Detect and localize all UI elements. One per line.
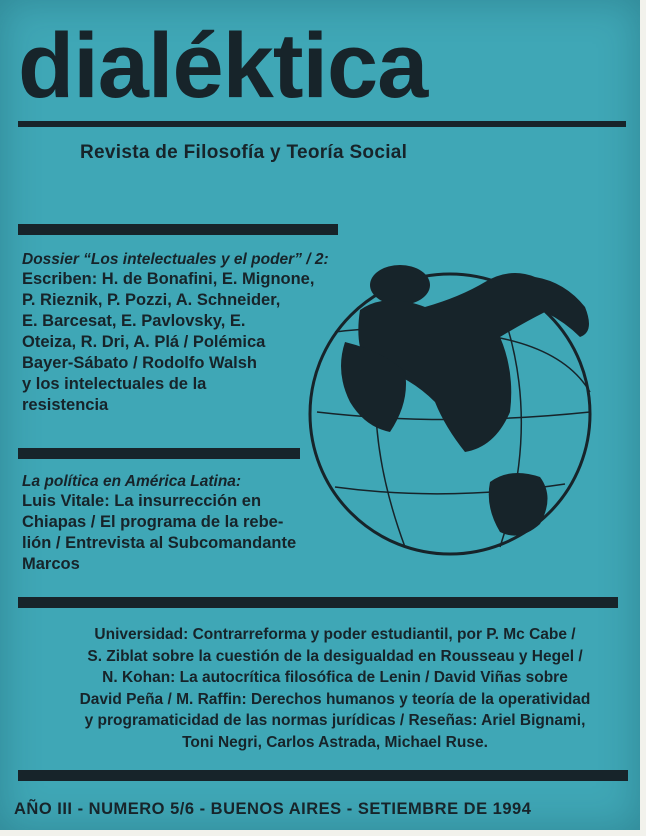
magazine-title: dialéktica xyxy=(18,15,428,117)
dossier-line: Bayer-Sábato / Rodolfo Walsh xyxy=(22,354,257,372)
latam-section xyxy=(22,473,342,575)
dossier-line: E. Barcesat, E. Pavlovsky, E. xyxy=(22,312,246,330)
footer-divider xyxy=(18,770,628,781)
universidad-line: Toni Negri, Carlos Astrada, Michael Ruse. xyxy=(182,733,488,751)
globe-figure-illustration xyxy=(295,262,605,562)
dossier-divider xyxy=(18,224,338,235)
universidad-line: N. Kohan: La autocrítica filosófica de Lenin / David Viñas sobre xyxy=(102,669,568,686)
dossier-heading: Dossier “Los intelectuales y el poder” / 2: xyxy=(22,251,329,268)
latam-line: lión / Entrevista al Subcomandante xyxy=(22,534,297,552)
universidad-line: y programaticidad de las normas jurídicas / Reseñas: Ariel Bignami, xyxy=(84,712,586,729)
dossier-line: Oteiza, R. Dri, A. Plá / Polémica xyxy=(22,333,266,351)
issue-info: AÑO III - NUMERO 5/6 - BUENOS AIRES - SETIEMBRE DE 1994 xyxy=(14,800,532,818)
dossier-line: Escriben: H. de Bonafini, E. Mignone, xyxy=(22,270,315,288)
universidad-section xyxy=(35,624,635,753)
universidad-line: S. Ziblat sobre la cuestión de la desigualdad en Rousseau y Hegel / xyxy=(87,647,583,665)
dossier-line: resistencia xyxy=(22,396,109,414)
magazine-subtitle: Revista de Filosofía y Teoría Social xyxy=(80,142,408,163)
latam-line: Luis Vitale: La insurrección en xyxy=(22,492,262,510)
universidad-line: Universidad: Contrarreforma y poder estudiantil, por P. Mc Cabe / xyxy=(94,626,576,643)
latam-line: Marcos xyxy=(22,555,80,573)
masthead-rule xyxy=(18,121,626,127)
latam-divider xyxy=(18,448,300,459)
dossier-line: y los intelectuales de la xyxy=(22,375,207,393)
latam-heading: La política en América Latina: xyxy=(22,473,242,490)
universidad-divider xyxy=(18,597,618,608)
latam-line: Chiapas / El programa de la rebe- xyxy=(22,513,284,531)
dossier-line: P. Rieznik, P. Pozzi, A. Schneider, xyxy=(22,291,281,309)
universidad-line: David Peña / M. Raffin: Derechos humanos y teoría de la operatividad xyxy=(79,690,591,708)
